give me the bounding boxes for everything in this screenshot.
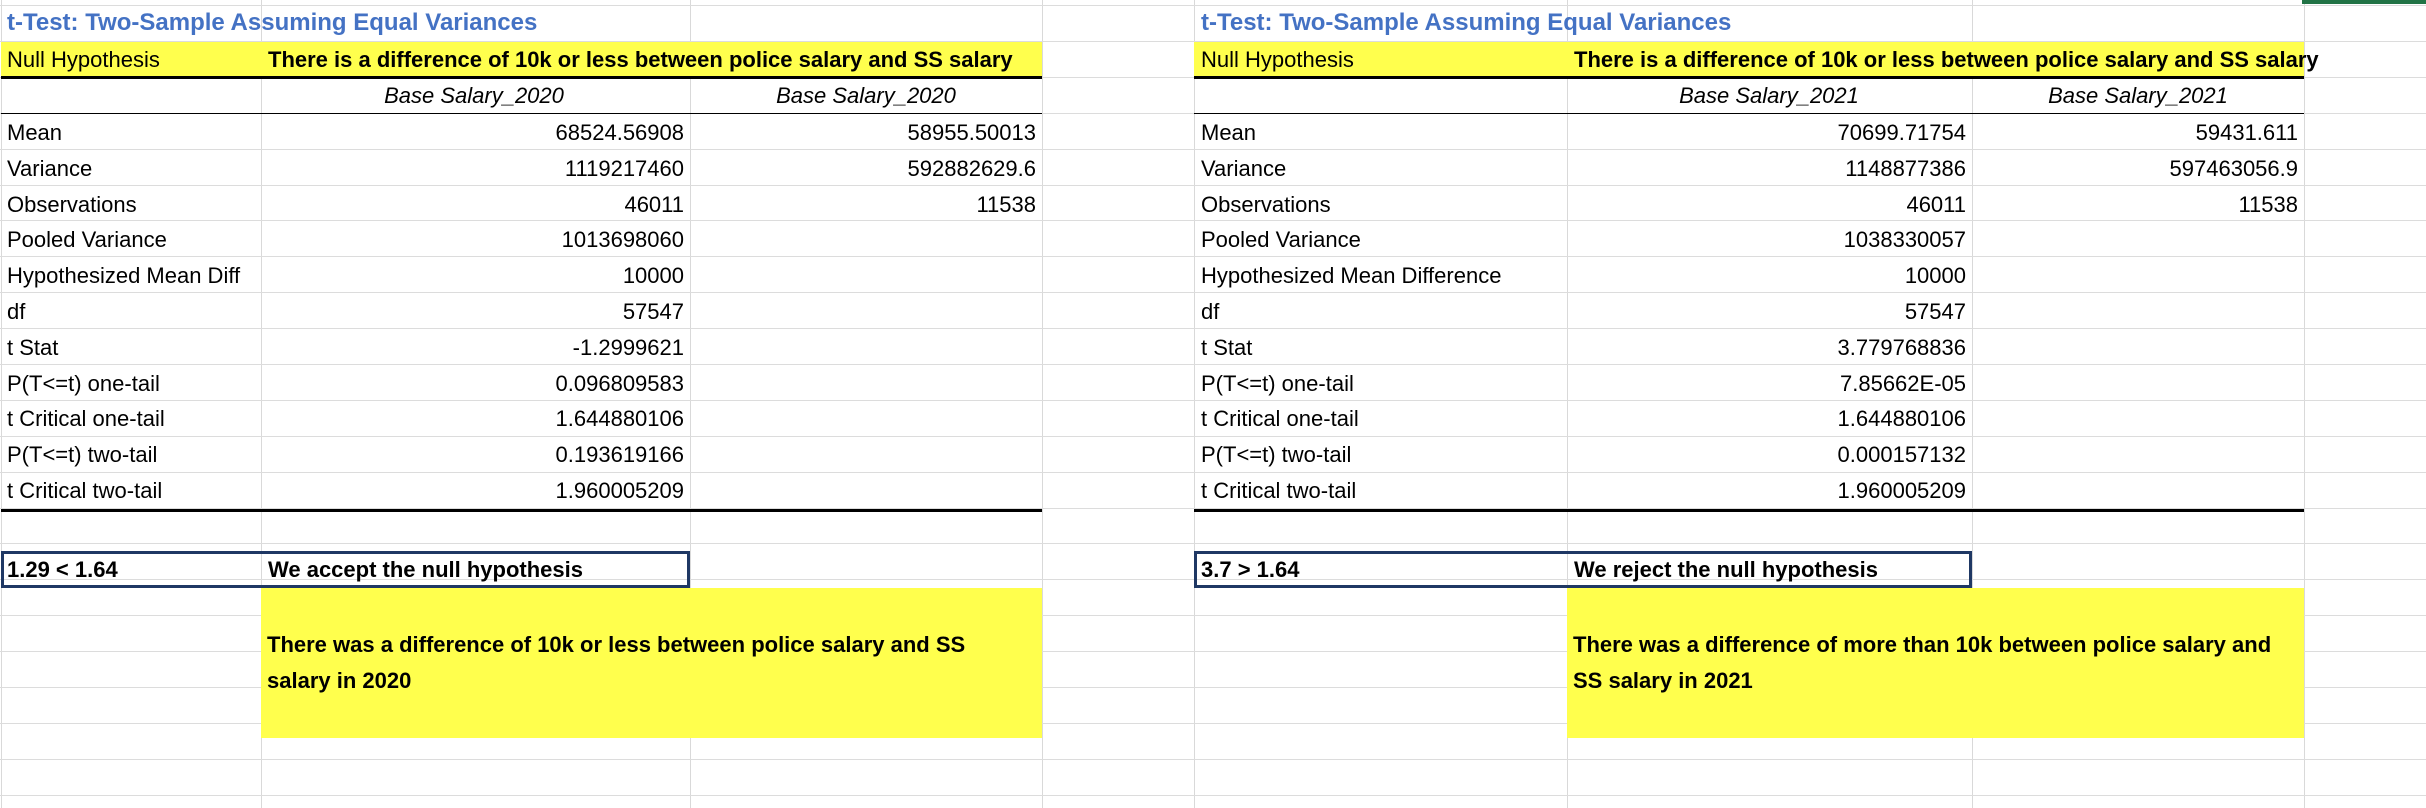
right-stat-value-col1[interactable]: 0.000157132 [1837, 442, 1966, 467]
right-col2-header[interactable]: Base Salary_2021 [2048, 83, 2228, 108]
left-table-bottom-border [1, 509, 1042, 512]
left-stat-value-col1[interactable]: 46011 [624, 192, 684, 217]
right-table-title[interactable]: t-Test: Two-Sample Assuming Equal Variances [1201, 9, 1732, 36]
grid-row-line [0, 795, 2426, 796]
left-stat-value-col2[interactable] [690, 437, 1042, 472]
right-stat-value-col1[interactable]: 1.644880106 [1837, 406, 1966, 431]
right-stat-value-col2[interactable] [1972, 258, 2304, 293]
left-compare[interactable]: 1.29 < 1.64 [7, 557, 118, 582]
left-stat-value-col1[interactable]: 68524.56908 [555, 120, 684, 145]
right-stat-value-col1[interactable]: 1.960005209 [1837, 478, 1966, 503]
left-stat-value-col2[interactable]: 11538 [976, 192, 1036, 217]
right-stat-value-col2[interactable] [1972, 366, 2304, 401]
right-stat-value-col1[interactable]: 57547 [1904, 299, 1966, 324]
right-stat-label[interactable]: Mean [1201, 120, 1257, 145]
left-table-title[interactable]: t-Test: Two-Sample Assuming Equal Variances [7, 9, 538, 36]
right-subheader-border [1194, 113, 2304, 114]
left-stat-label[interactable]: Mean [7, 120, 63, 145]
left-stat-value-col2[interactable]: 58955.50013 [907, 120, 1036, 145]
right-stat-value-col1[interactable]: 46011 [1906, 192, 1966, 217]
right-stat-value-col1[interactable]: 1038330057 [1843, 227, 1966, 252]
left-stat-value-col1[interactable]: 1013698060 [561, 227, 684, 252]
left-null-label[interactable]: Null Hypothesis [7, 47, 160, 72]
left-stat-label[interactable]: df [7, 299, 26, 324]
right-stat-label[interactable]: Observations [1201, 192, 1331, 217]
left-decision[interactable]: We accept the null hypothesis [268, 557, 583, 582]
right-stat-value-col1[interactable]: 70699.71754 [1837, 120, 1966, 145]
right-stat-label[interactable]: Variance [1201, 156, 1287, 181]
right-stat-value-col2[interactable]: 597463056.9 [2169, 156, 2298, 181]
selected-column-indicator [2302, 0, 2426, 4]
right-conclusion[interactable]: There was a difference of more than 10k between police salary and SS salary in 2021 [1573, 632, 2272, 693]
right-stat-label[interactable]: t Critical one-tail [1201, 406, 1359, 431]
right-col1-header[interactable]: Base Salary_2021 [1679, 83, 1859, 108]
right-stat-value-col2[interactable] [1972, 473, 2304, 508]
left-stat-value-col2[interactable] [690, 473, 1042, 508]
left-stat-label[interactable]: Observations [7, 192, 137, 217]
left-stat-value-col2[interactable] [690, 258, 1042, 293]
left-stat-value-col1[interactable]: 1.960005209 [555, 478, 684, 503]
left-stat-label[interactable]: t Critical one-tail [7, 406, 165, 431]
left-col1-header[interactable]: Base Salary_2020 [384, 83, 564, 108]
right-null-text[interactable]: There is a difference of 10k or less between police salary and SS salary [1574, 47, 2319, 72]
left-stat-label[interactable]: t Stat [7, 335, 59, 360]
left-stat-value-col1[interactable]: 0.096809583 [555, 371, 684, 396]
left-stat-label[interactable]: Hypothesized Mean Diff [7, 263, 241, 288]
left-stat-label[interactable]: P(T<=t) two-tail [7, 442, 158, 467]
right-stat-value-col2[interactable] [1972, 222, 2304, 257]
right-stat-value-col2[interactable]: 11538 [2238, 192, 2298, 217]
right-stat-value-col2[interactable]: 59431.611 [2195, 120, 2298, 145]
right-stat-label[interactable]: t Stat [1201, 335, 1253, 360]
left-stat-value-col2[interactable] [690, 222, 1042, 257]
left-stat-value-col1[interactable]: 1119217460 [564, 156, 684, 181]
right-stat-label[interactable]: df [1201, 299, 1220, 324]
right-stat-label[interactable]: Pooled Variance [1201, 227, 1361, 252]
left-stat-value-col1[interactable]: 10000 [622, 263, 684, 288]
left-stat-label[interactable]: Pooled Variance [7, 227, 167, 252]
left-stat-value-col1[interactable]: -1.2999621 [572, 335, 684, 360]
right-stat-value-col1[interactable]: 10000 [1904, 263, 1966, 288]
left-stat-label[interactable]: P(T<=t) one-tail [7, 371, 160, 396]
right-stat-value-col1[interactable]: 3.779768836 [1837, 335, 1966, 360]
left-null-text[interactable]: There is a difference of 10k or less between police salary and SS salary [268, 47, 1013, 72]
right-decision[interactable]: We reject the null hypothesis [1574, 557, 1878, 582]
right-compare[interactable]: 3.7 > 1.64 [1201, 557, 1300, 582]
left-stat-value-col2[interactable] [690, 294, 1042, 329]
right-stat-label[interactable]: P(T<=t) one-tail [1201, 371, 1354, 396]
right-stat-value-col1[interactable]: 7.85662E-05 [1840, 371, 1966, 396]
left-stat-value-col2[interactable]: 592882629.6 [907, 156, 1036, 181]
left-stat-value-col1[interactable]: 57547 [622, 299, 684, 324]
left-col2-header[interactable]: Base Salary_2020 [776, 83, 956, 108]
left-conclusion[interactable]: There was a difference of 10k or less between police salary and SS salary in 2020 [267, 632, 966, 693]
right-stat-value-col2[interactable] [1972, 294, 2304, 329]
right-table-bottom-border [1194, 509, 2304, 512]
grid-row-line [0, 759, 2426, 760]
right-stat-label[interactable]: P(T<=t) two-tail [1201, 442, 1352, 467]
right-stat-value-col2[interactable] [1972, 437, 2304, 472]
right-stat-value-col2[interactable] [1972, 401, 2304, 436]
right-stat-label[interactable]: t Critical two-tail [1201, 478, 1357, 503]
right-stat-label[interactable]: Hypothesized Mean Difference [1201, 263, 1502, 288]
left-subheader-border [1, 113, 1042, 114]
right-stat-value-col1[interactable]: 1148877386 [1845, 156, 1966, 181]
right-stat-value-col2[interactable] [1972, 330, 2304, 365]
left-stat-label[interactable]: t Critical two-tail [7, 478, 163, 503]
left-stat-value-col2[interactable] [690, 330, 1042, 365]
left-stat-value-col2[interactable] [690, 401, 1042, 436]
left-stat-value-col1[interactable]: 0.193619166 [555, 442, 684, 467]
left-stat-label[interactable]: Variance [7, 156, 93, 181]
left-stat-value-col2[interactable] [690, 366, 1042, 401]
left-stat-value-col1[interactable]: 1.644880106 [555, 406, 684, 431]
grid-row-line [0, 543, 2426, 544]
right-null-label[interactable]: Null Hypothesis [1201, 47, 1354, 72]
